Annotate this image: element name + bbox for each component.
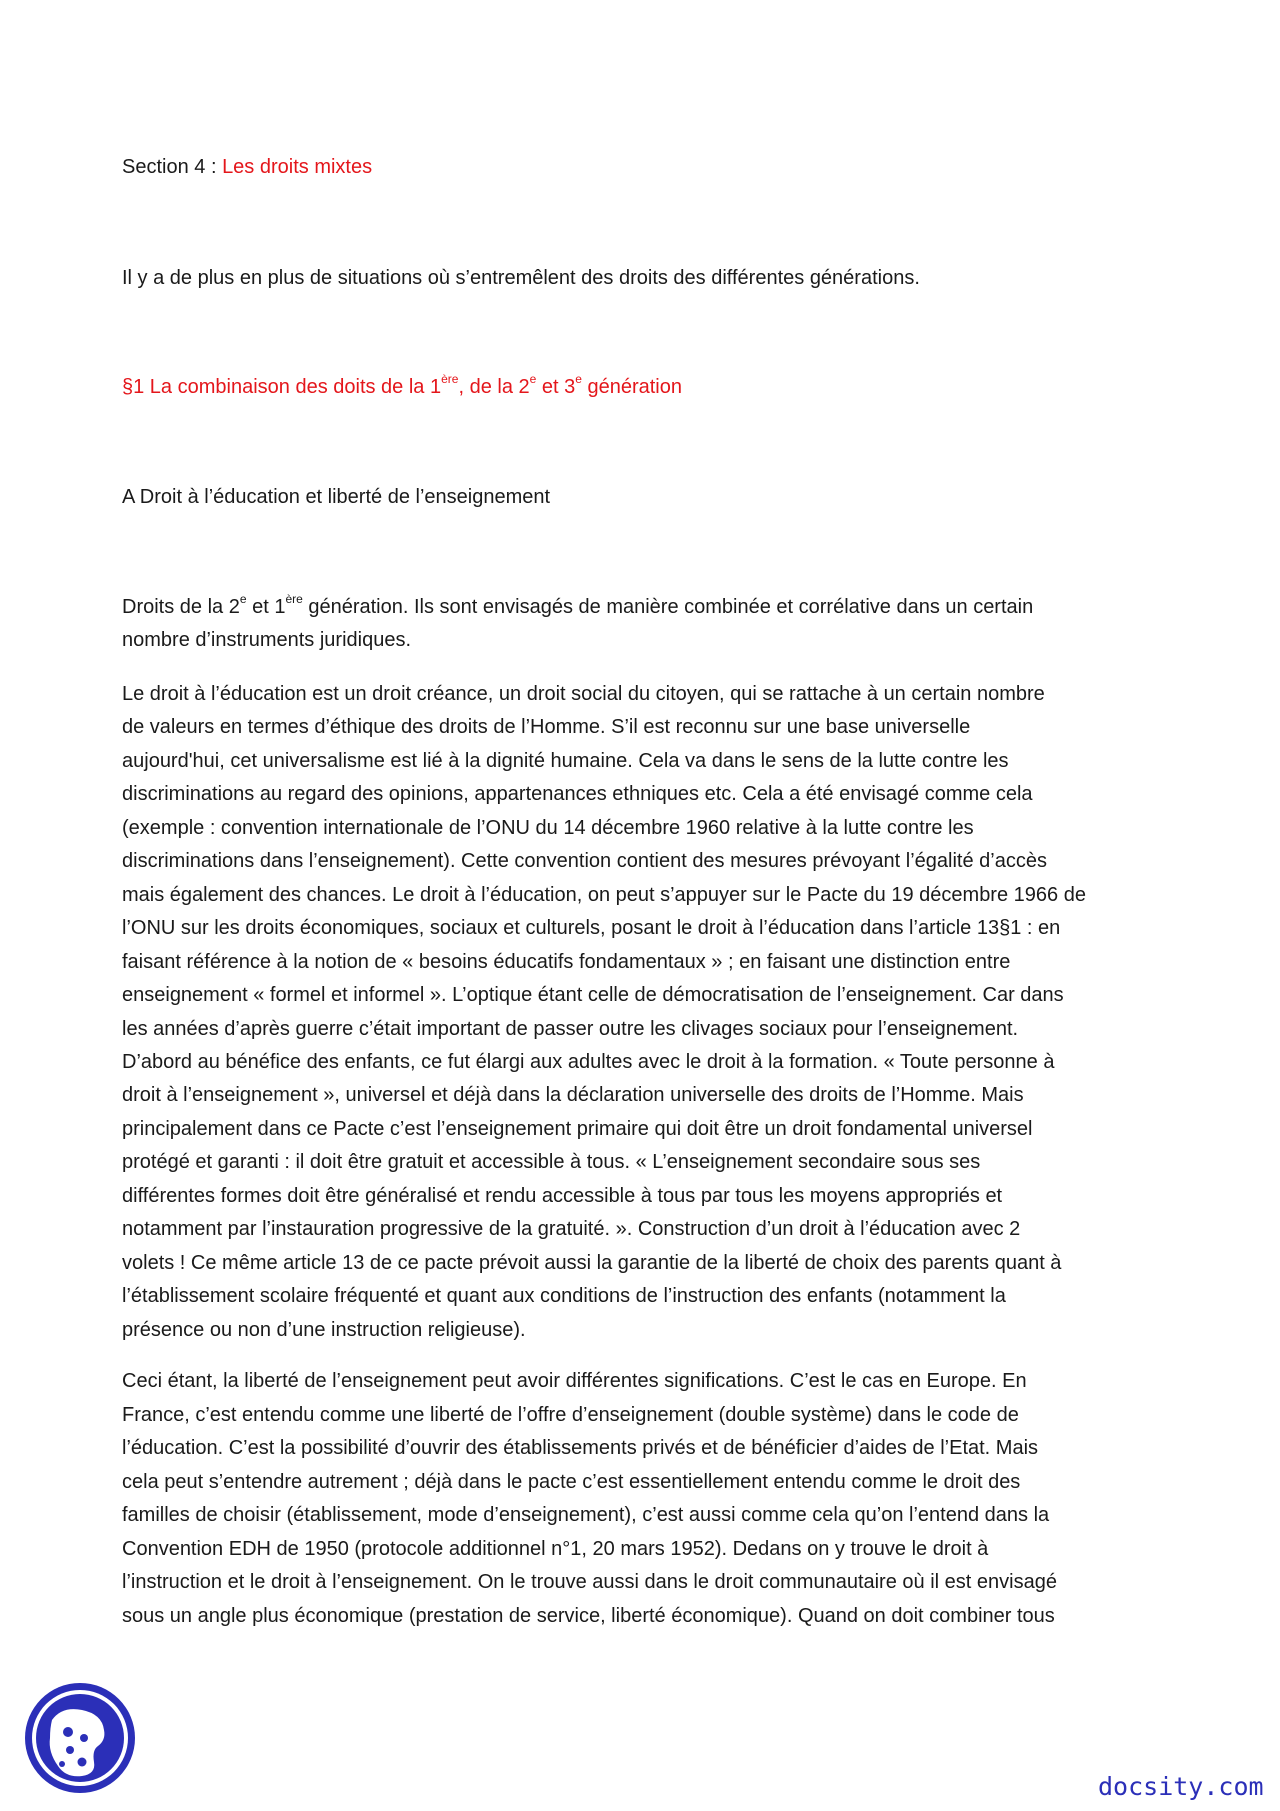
paragraph-line: protégé et garanti : il doit être gratuit et accessible à tous. « L’enseignement secondaire sous ses xyxy=(122,1151,981,1174)
para1-sup1: e xyxy=(239,592,247,607)
para1-sup2: ère xyxy=(285,592,303,607)
paragraph-line: Ceci étant, la liberté de l’enseignement peut avoir différentes significations. C’est le cas en Europe. En xyxy=(122,1370,1027,1392)
paragraph-line: différentes formes doit être généralisé et rendu accessible à tous par tous les moyens appropriés et xyxy=(122,1184,1003,1207)
paragraph-line: l’établissement scolaire fréquenté et quant aux conditions de l’instruction des enfants (notamment la xyxy=(122,1285,1006,1308)
paragraph-line: notamment par l’instauration progressive de la gratuité. ». Construction d’un droit à l’éducation avec 2 xyxy=(122,1218,1021,1241)
subsection-sup1: ère xyxy=(441,372,459,387)
para1-part1: Droits de la 2 xyxy=(122,596,240,618)
para1-part3: génération. Ils sont envisagés de manière combinée et corrélative dans un certain xyxy=(302,596,1034,618)
paragraph-line: familles de choisir (établissement, mode d’enseignement), c’est aussi comme cela qu’on l’entend dans la xyxy=(122,1504,1050,1526)
subsection-part4: génération xyxy=(581,376,682,398)
heading-a: A Droit à l’éducation et liberté de l’enseignement xyxy=(122,486,551,508)
section-prefix: Section 4 : xyxy=(122,156,223,178)
paragraph-line: (exemple : convention internationale de l’ONU du 14 décembre 1960 relative à la lutte contre les xyxy=(122,816,974,839)
para1-part2: et 1 xyxy=(246,596,286,618)
intro-text: Il y a de plus en plus de situations où s’entremêlent des droits des différentes générations. xyxy=(122,267,920,289)
paragraph-line: cela peut s’entendre autrement ; déjà dans le pacte c’est essentiellement entendu comme le droit des xyxy=(122,1470,1021,1493)
docsity-brand-text[interactable]: docsity.com xyxy=(1098,1772,1264,1801)
paragraph-line: droit à l’enseignement », universel et déjà dans la déclaration universelle des droits de l’Homme. Mais xyxy=(122,1084,1024,1107)
subsection-heading xyxy=(122,372,682,399)
subsection-part1: §1 La combinaison des doits de la 1 xyxy=(122,376,442,398)
paragraph-line: D’abord au bénéfice des enfants, ce fut élargi aux adultes avec le droit à la formation. « Toute personne à xyxy=(122,1050,1055,1073)
para1-line2: nombre d’instruments juridiques. xyxy=(122,629,412,651)
paragraph-line: principalement dans ce Pacte c’est l’enseignement primaire qui doit être un droit fondamental universel xyxy=(122,1117,1033,1140)
paragraph-line: volets ! Ce même article 13 de ce pacte prévoit aussi la garantie de la liberté de choix des parents quant à xyxy=(122,1251,1062,1274)
paragraph-line: aujourd'hui, cet universalisme est lié à la dignité humaine. Cela va dans le sens de la lutte contre les xyxy=(122,749,1009,772)
paragraph-line: enseignement « formel et informel ». L’optique étant celle de démocratisation de l’enseignement. Car dans xyxy=(122,984,1064,1007)
paragraph-line: les années d’après guerre c’était important de passer outre les clivages sociaux pour l’enseignement. xyxy=(122,1017,1019,1040)
paragraph-line: de valeurs en termes d’éthique des droits de l’Homme. S’il est reconnu sur une base universelle xyxy=(122,716,971,739)
paragraph-line: mais également des chances. Le droit à l’éducation, on peut s’appuyer sur le Pacte du 19 décembre 1966 de xyxy=(122,883,1086,906)
paragraph-line: faisant référence à la notion de « besoins éducatifs fondamentaux » ; en faisant une distinction entre xyxy=(122,950,1011,973)
para1-line1 xyxy=(122,592,1034,619)
subsection-sup3: e xyxy=(575,372,582,387)
paragraph-line: l’éducation. C’est la possibilité d’ouvrir des établissements privés et de bénéficier d’aides de l’Etat. Mais xyxy=(122,1437,1039,1459)
paragraph-line: France, c’est entendu comme une liberté de l’offre d’enseignement (double système) dans le code de xyxy=(122,1403,1019,1426)
docsity-logo-icon xyxy=(22,1680,138,1796)
paragraph-line: Convention EDH de 1950 (protocole additionnel n°1, 20 mars 1952). Dedans on y trouve le droit à xyxy=(122,1537,989,1560)
subsection-sup2: e xyxy=(529,372,537,387)
section-title: Les droits mixtes xyxy=(222,156,373,178)
paragraph-line: présence ou non d’une instruction religieuse). xyxy=(122,1318,526,1341)
paragraph-line: l’ONU sur les droits économiques, sociaux et culturels, posant le droit à l’éducation dans l’article 13§1 : en xyxy=(122,917,1061,940)
paragraph-line: l’instruction et le droit à l’enseignement. On le trouve aussi dans le droit communautaire où il est envisagé xyxy=(122,1571,1057,1593)
paragraph-line: sous un angle plus économique (prestation de service, liberté économique). Quand on doit combiner tous xyxy=(122,1604,1055,1627)
paragraph-line: discriminations au regard des opinions, appartenances ethniques etc. Cela a été envisagé comme cela xyxy=(122,783,1033,806)
section-heading xyxy=(122,155,372,179)
subsection-part3: et 3 xyxy=(536,376,576,398)
paragraph-line: discriminations dans l’enseignement). Cette convention contient des mesures prévoyant l’égalité d’accès xyxy=(122,850,1047,873)
paragraph-line: Le droit à l’éducation est un droit créance, un droit social du citoyen, qui se rattache à un certain nombre xyxy=(122,683,1045,705)
subsection-part2: , de la 2 xyxy=(458,376,530,398)
